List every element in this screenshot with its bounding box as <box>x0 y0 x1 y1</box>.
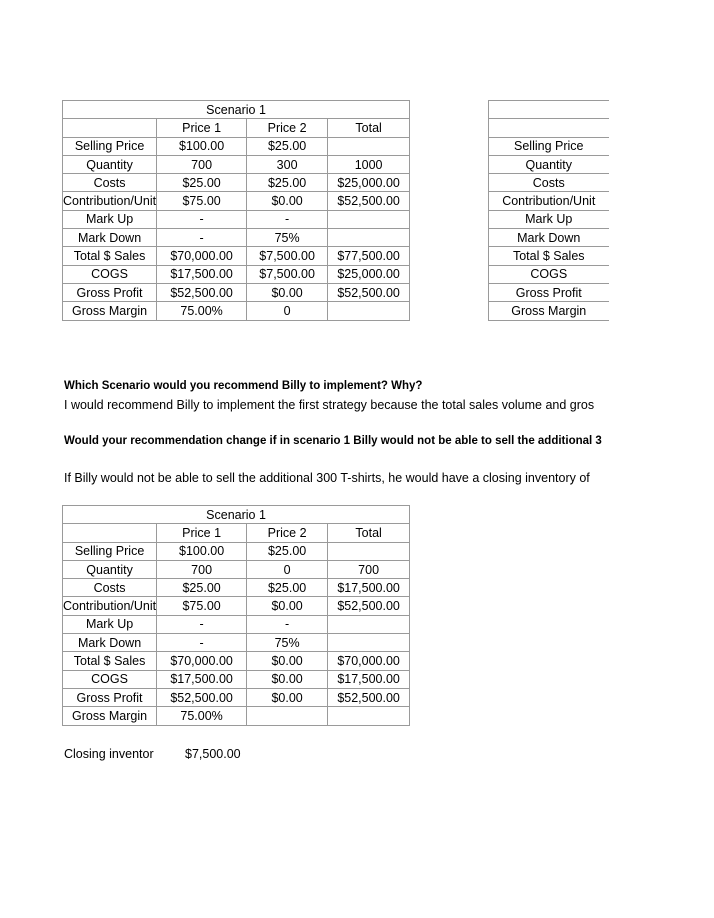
cell-price2: $0.00 <box>247 688 328 706</box>
cell-total: 1000 <box>328 155 410 173</box>
cell-price1: $25.00 <box>157 579 247 597</box>
row-label: Mark Down <box>489 229 609 247</box>
cell-price2: $25.00 <box>247 137 328 155</box>
table-row <box>489 174 609 192</box>
row-label: Mark Down <box>63 229 157 247</box>
cell-price2: $0.00 <box>247 670 328 688</box>
cell-price2: $0.00 <box>247 283 328 301</box>
cell-price1: $70,000.00 <box>157 247 247 265</box>
scenario2-table <box>488 100 609 321</box>
cell-total: $52,500.00 <box>328 192 410 210</box>
row-label: Mark Up <box>63 615 157 633</box>
table-title <box>489 101 609 119</box>
row-label: Costs <box>489 174 609 192</box>
closing-inventory-label: Closing inventor <box>64 747 154 761</box>
cell-price1: $52,500.00 <box>157 283 247 301</box>
header-price1: Price 1 <box>157 524 247 542</box>
header-price2: Price 2 <box>247 524 328 542</box>
table-row <box>63 542 410 560</box>
table-row <box>63 615 410 633</box>
cell-total: $70,000.00 <box>328 652 410 670</box>
row-label: Quantity <box>63 155 157 173</box>
table-row <box>63 688 410 706</box>
cell-price1: - <box>157 229 247 247</box>
cell-price2: $25.00 <box>247 579 328 597</box>
row-label: Total $ Sales <box>489 247 609 265</box>
row-label: Gross Margin <box>489 302 609 320</box>
question-1: Which Scenario would you recommend Billy to implement? Why? <box>64 380 423 392</box>
row-label: Contribution/Unit <box>63 192 157 210</box>
cell-price2: 75% <box>247 229 328 247</box>
row-label: Gross Margin <box>63 707 157 725</box>
cell-price2: $0.00 <box>247 597 328 615</box>
answer-1: I would recommend Billy to implement the first strategy because the total sales volume and gros <box>64 398 595 412</box>
table-title: Scenario 1 <box>63 506 410 524</box>
table-row <box>489 265 609 283</box>
cell-total: $25,000.00 <box>328 174 410 192</box>
cell-price2: $25.00 <box>247 542 328 560</box>
cell-price2: - <box>247 615 328 633</box>
row-label: Gross Profit <box>63 688 157 706</box>
cell-price2: $25.00 <box>247 174 328 192</box>
table-row <box>489 283 609 301</box>
table-row <box>63 579 410 597</box>
table-row <box>489 137 609 155</box>
row-label: Mark Up <box>63 210 157 228</box>
header-price2: Price 2 <box>247 119 328 137</box>
cell-total: $77,500.00 <box>328 247 410 265</box>
cell-price1: $70,000.00 <box>157 652 247 670</box>
row-label: Gross Profit <box>63 283 157 301</box>
cell-price2: $7,500.00 <box>247 247 328 265</box>
row-label: Mark Up <box>489 210 609 228</box>
closing-inventory-value: $7,500.00 <box>185 747 241 761</box>
header-price1: Price 1 <box>157 119 247 137</box>
table-row <box>63 707 410 725</box>
scenario1-revised-table <box>62 505 410 726</box>
question-2: Would your recommendation change if in scenario 1 Billy would not be able to sell the additional 3 <box>64 435 602 447</box>
cell-total <box>328 634 410 652</box>
cell-price2: 300 <box>247 155 328 173</box>
cell-price1: 75.00% <box>157 302 247 320</box>
table-row <box>63 652 410 670</box>
cell-total <box>328 707 410 725</box>
cell-price2: $0.00 <box>247 192 328 210</box>
table-row <box>63 670 410 688</box>
row-label: Costs <box>63 174 157 192</box>
cell-total <box>328 542 410 560</box>
cell-total: $17,500.00 <box>328 579 410 597</box>
row-label: Selling Price <box>63 542 157 560</box>
cell-total <box>328 615 410 633</box>
cell-price2: $0.00 <box>247 652 328 670</box>
row-label: Quantity <box>63 560 157 578</box>
row-label: Selling Price <box>489 137 609 155</box>
cell-price2: 0 <box>247 302 328 320</box>
row-label: Contribution/Unit <box>489 192 609 210</box>
cell-price1: - <box>157 634 247 652</box>
table-row <box>489 302 609 320</box>
cell-total: $25,000.00 <box>328 265 410 283</box>
answer-2: If Billy would not be able to sell the additional 300 T-shirts, he would have a closing inventory of <box>64 471 590 485</box>
table-row <box>63 597 410 615</box>
cell-price1: $52,500.00 <box>157 688 247 706</box>
row-label: Gross Margin <box>63 302 157 320</box>
cell-price2: - <box>247 210 328 228</box>
row-label: Mark Down <box>63 634 157 652</box>
cell-price2: 75% <box>247 634 328 652</box>
table-row <box>489 210 609 228</box>
cell-price1: $17,500.00 <box>157 265 247 283</box>
table-row <box>63 560 410 578</box>
header-total: Total <box>328 524 410 542</box>
row-label: COGS <box>489 265 609 283</box>
cell-price1: 700 <box>157 155 247 173</box>
table-row <box>63 634 410 652</box>
cell-price2: $7,500.00 <box>247 265 328 283</box>
cell-price1: 700 <box>157 560 247 578</box>
cell-total: 700 <box>328 560 410 578</box>
header-total: Total <box>328 119 410 137</box>
row-label: Total $ Sales <box>63 652 157 670</box>
header-blank <box>489 119 609 137</box>
table-row <box>489 192 609 210</box>
cell-price1: - <box>157 210 247 228</box>
cell-price1: $100.00 <box>157 137 247 155</box>
cell-price1: $75.00 <box>157 192 247 210</box>
row-label: COGS <box>63 265 157 283</box>
cell-price1: $17,500.00 <box>157 670 247 688</box>
cell-total: $52,500.00 <box>328 597 410 615</box>
row-label: Gross Profit <box>489 283 609 301</box>
table-row <box>489 229 609 247</box>
cell-price1: $75.00 <box>157 597 247 615</box>
table-row <box>489 247 609 265</box>
cell-total: $52,500.00 <box>328 283 410 301</box>
cell-price2: 0 <box>247 560 328 578</box>
row-label: Selling Price <box>63 137 157 155</box>
row-label: Costs <box>63 579 157 597</box>
table-row <box>489 155 609 173</box>
row-label: Total $ Sales <box>63 247 157 265</box>
header-blank <box>63 524 157 542</box>
row-label: Contribution/Unit <box>63 597 157 615</box>
cell-price2 <box>247 707 328 725</box>
cell-total: $52,500.00 <box>328 688 410 706</box>
cell-price1: 75.00% <box>157 707 247 725</box>
row-label: Quantity <box>489 155 609 173</box>
cell-price1: $100.00 <box>157 542 247 560</box>
row-label: COGS <box>63 670 157 688</box>
cell-price1: $25.00 <box>157 174 247 192</box>
cell-total: $17,500.00 <box>328 670 410 688</box>
cell-price1: - <box>157 615 247 633</box>
table-title: Scenario 1 <box>63 101 410 119</box>
